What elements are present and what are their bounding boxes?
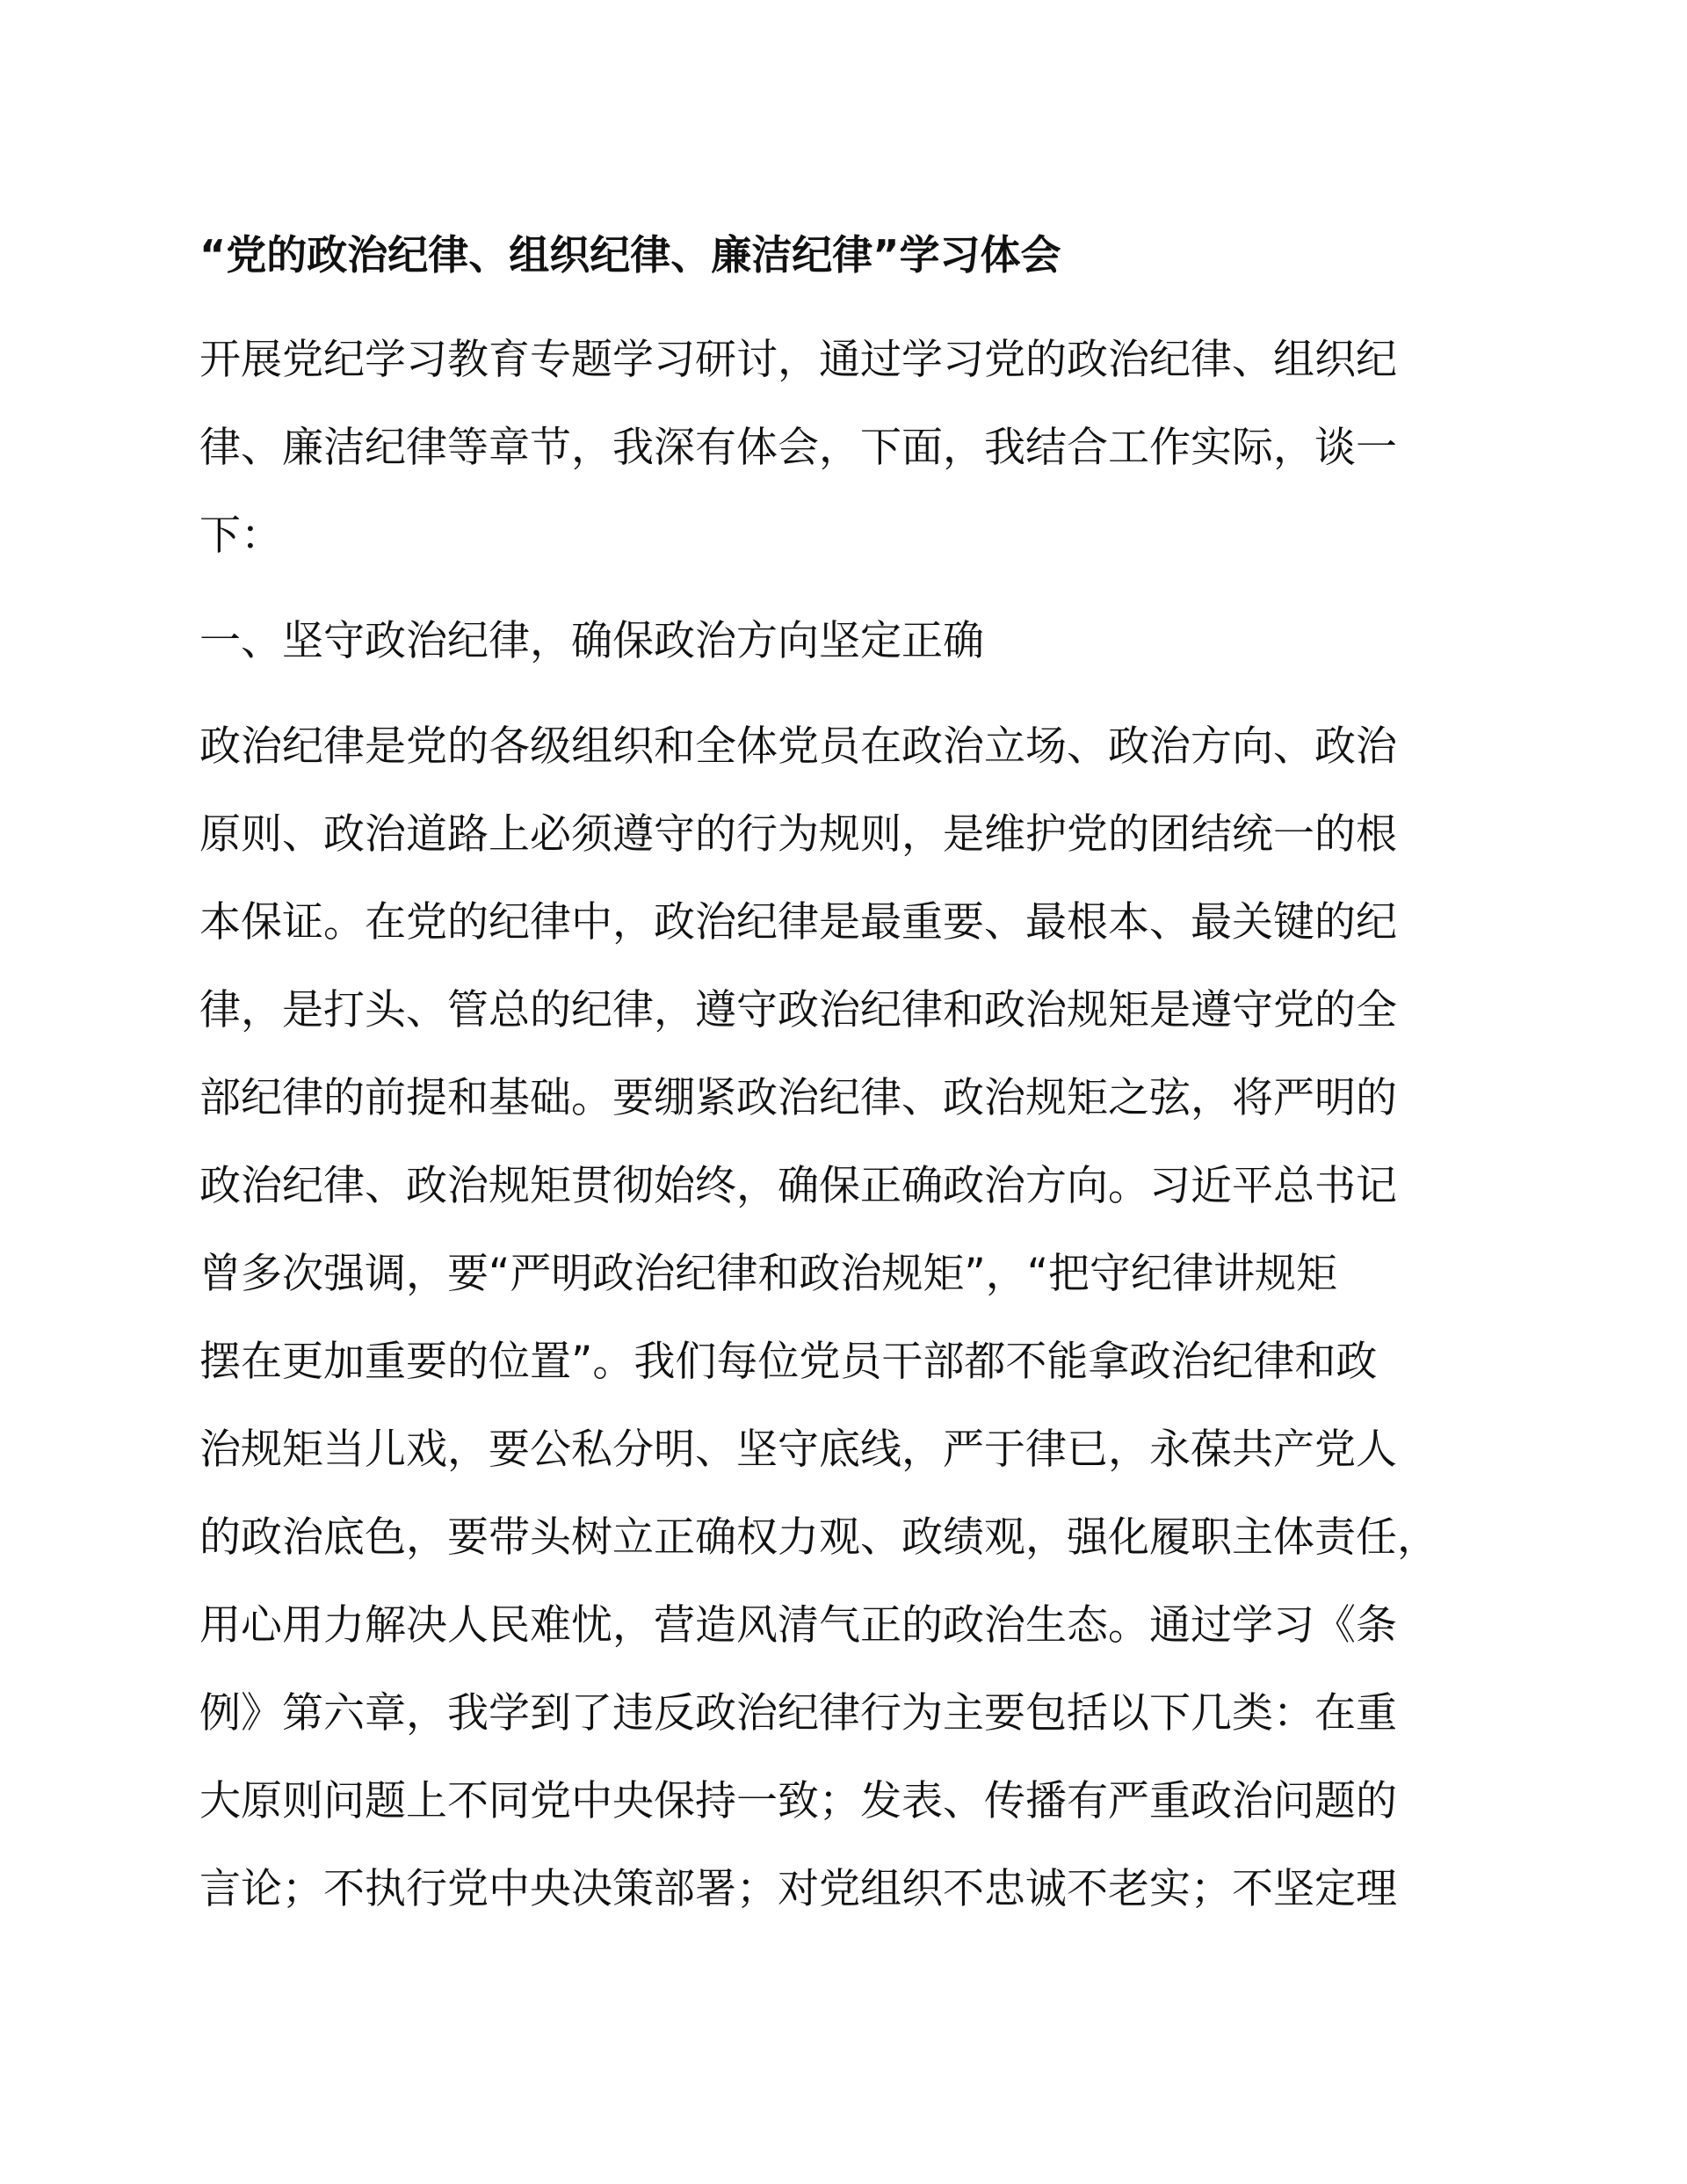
body-line: 原则、政治道路上必须遵守的行为规则，是维护党的团结统一的根 <box>199 810 1397 859</box>
intro-line: 下： <box>199 512 282 560</box>
body-line: 摆在更加重要的位置”。我们每位党员干部都不能拿政治纪律和政 <box>199 1338 1378 1386</box>
body-line: 政治纪律、政治规矩贯彻始终，确保正确政治方向。习近平总书记 <box>199 1162 1397 1210</box>
intro-line: 开展党纪学习教育专题学习研讨，通过学习党的政治纪律、组织纪 <box>199 336 1397 384</box>
body-line: 治规矩当儿戏，要公私分明、坚守底线，严于律已，永葆共产党人 <box>199 1426 1397 1474</box>
body-paragraph <box>199 703 1487 1934</box>
body-line: 用心用力解决人民难忧，营造风清气正的政治生态。通过学习《条 <box>199 1601 1397 1650</box>
body-line: 大原则问题上不同党中央保持一致；发表、传播有严重政治问题的 <box>199 1777 1397 1825</box>
document-title: “党的政治纪律、组织纪律、廉洁纪律”学习体会 <box>199 231 1061 279</box>
body-line: 律，是打头、管总的纪律，遵守政治纪律和政治规矩是遵守党的全 <box>199 986 1397 1034</box>
body-line: 本保证。在党的纪律中，政治纪律是最重要、最根本、最关键的纪 <box>199 898 1397 947</box>
body-line: 的政治底色，要带头树立正确权力观、政绩观，强化履职主体责任， <box>199 1513 1438 1562</box>
body-line: 部纪律的前提和基础。要绷紧政治纪律、政治规矩之弦，将严明的 <box>199 1074 1397 1122</box>
section-heading: 一、坚守政治纪律，确保政治方向坚定正确 <box>199 617 984 665</box>
intro-line: 律、廉洁纪律等章节，我深有体会，下面，我结合工作实际，谈一 <box>199 424 1397 472</box>
document-body <box>199 211 1487 1934</box>
body-line: 政治纪律是党的各级组织和全体党员在政治立场、政治方向、政治 <box>199 722 1397 771</box>
body-line: 例》第六章，我学到了违反政治纪律行为主要包括以下几类：在重 <box>199 1689 1397 1738</box>
body-line: 曾多次强调，要“严明政治纪律和政治规矩”，“把守纪律讲规矩 <box>199 1250 1338 1298</box>
body-line: 言论；不执行党中央决策部署；对党组织不忠诚不老实；不坚定理 <box>199 1865 1397 1913</box>
intro-paragraph <box>199 316 1487 580</box>
